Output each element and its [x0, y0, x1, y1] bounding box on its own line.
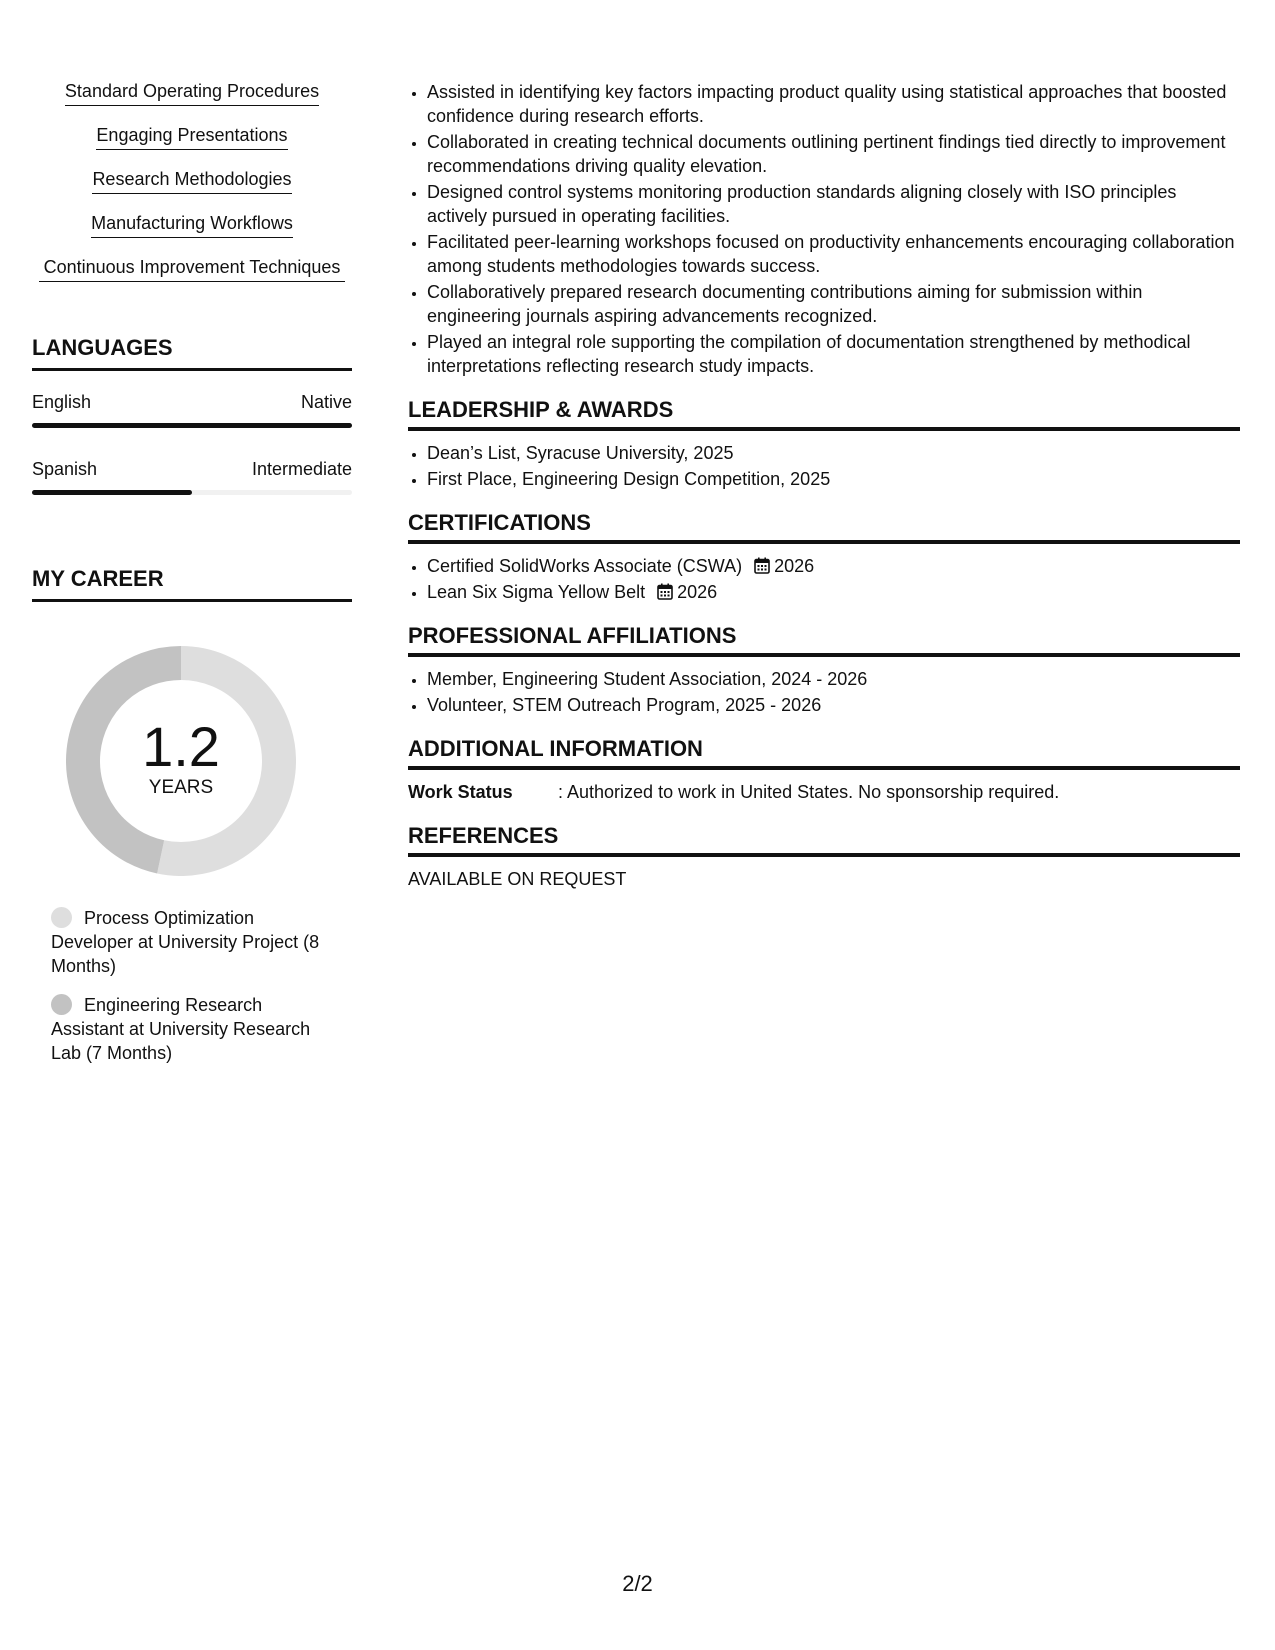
legend-dot-icon — [51, 907, 72, 928]
language-level: Native — [300, 392, 352, 412]
career-heading: MY CAREER — [32, 565, 352, 602]
references-heading: REFERENCES — [408, 822, 1240, 857]
list-item: • Volunteer, STEM Outreach Program, 2025 - 2026 — [427, 693, 1240, 717]
language-bar-fill — [32, 423, 352, 428]
legend-item — [51, 906, 321, 978]
language-bar — [32, 423, 352, 428]
career-legend — [51, 906, 321, 1065]
career-donut — [66, 646, 296, 876]
skill-item: Research Methodologies — [92, 168, 291, 194]
left-column — [32, 80, 352, 1080]
affiliations-list — [408, 667, 1240, 717]
certifications-heading: CERTIFICATIONS — [408, 509, 1240, 544]
references-text: AVAILABLE ON REQUEST — [408, 869, 627, 889]
skill-item: Standard Operating Procedures — [65, 80, 319, 106]
certification-name: Lean Six Sigma Yellow Belt — [427, 582, 646, 602]
leadership-list — [408, 441, 1240, 491]
legend-label: Process Optimization Developer at University Project (8 Months) — [51, 908, 320, 976]
skill-item: Continuous Improvement Techniques — [39, 256, 345, 282]
list-item: • Dean’s List, Syracuse University, 2025 — [427, 441, 1240, 465]
work-status-label: Work Status — [408, 782, 513, 802]
certification-year: 2026 — [774, 556, 815, 576]
right-column — [408, 80, 1240, 891]
page-number: 2/2 — [622, 1571, 653, 1596]
certifications-list — [408, 554, 1240, 604]
career-years-unit: YEARS — [148, 777, 214, 798]
language-bar — [32, 490, 352, 495]
legend-dot-icon — [51, 994, 72, 1015]
work-status-value: : Authorized to work in United States. No sponsorship required. — [558, 782, 1060, 802]
certification-name: Certified SolidWorks Associate (CSWA) — [427, 556, 743, 576]
skill-item: Engaging Presentations — [96, 124, 287, 150]
language-name: English — [32, 392, 92, 412]
certification-year: 2026 — [677, 582, 718, 602]
list-item: • Assisted in identifying key factors impacting product quality using statistical approaches that boosted confidence during research efforts. — [427, 80, 1240, 128]
language-english — [32, 391, 352, 428]
skill-item: Manufacturing Workflows — [91, 212, 293, 238]
list-item: • First Place, Engineering Design Competition, 2025 — [427, 467, 1240, 491]
list-item — [427, 554, 1240, 578]
language-spanish — [32, 458, 352, 495]
work-status-row — [408, 780, 1240, 804]
list-item: • Played an integral role supporting the compilation of documentation strengthened by methodical interpretations reflecting research study impacts. — [427, 330, 1240, 378]
affiliations-heading: PROFESSIONAL AFFILIATIONS — [408, 622, 1240, 657]
additional-info-heading: ADDITIONAL INFORMATION — [408, 735, 1240, 770]
list-item — [427, 580, 1240, 604]
legend-label: Engineering Research Assistant at University Research Lab (7 Months) — [51, 995, 311, 1063]
calendar-icon — [657, 583, 673, 600]
list-item: • Collaboratively prepared research documenting contributions aiming for submission within engineering journals aspiring advancements recognized. — [427, 280, 1240, 328]
career-years-value: 1.2 — [142, 715, 220, 778]
languages-heading: LANGUAGES — [32, 334, 352, 371]
list-item: • Facilitated peer-learning workshops focused on productivity enhancements encouraging collaboration among students methodologies towards success. — [427, 230, 1240, 278]
language-name: Spanish — [32, 459, 98, 479]
list-item: • Member, Engineering Student Association, 2024 - 2026 — [427, 667, 1240, 691]
leadership-heading: LEADERSHIP & AWARDS — [408, 396, 1240, 431]
language-bar-fill — [32, 490, 192, 495]
experience-bullets — [408, 80, 1240, 378]
calendar-icon — [754, 557, 770, 574]
language-level: Intermediate — [251, 459, 352, 479]
list-item: • Designed control systems monitoring production standards aligning closely with ISO principles actively pursued in operating facilities. — [427, 180, 1240, 228]
list-item: • Collaborated in creating technical documents outlining pertinent findings tied directly to improvement recommendations driving quality elevation. — [427, 130, 1240, 178]
legend-item — [51, 993, 321, 1065]
skills-list — [32, 80, 352, 282]
